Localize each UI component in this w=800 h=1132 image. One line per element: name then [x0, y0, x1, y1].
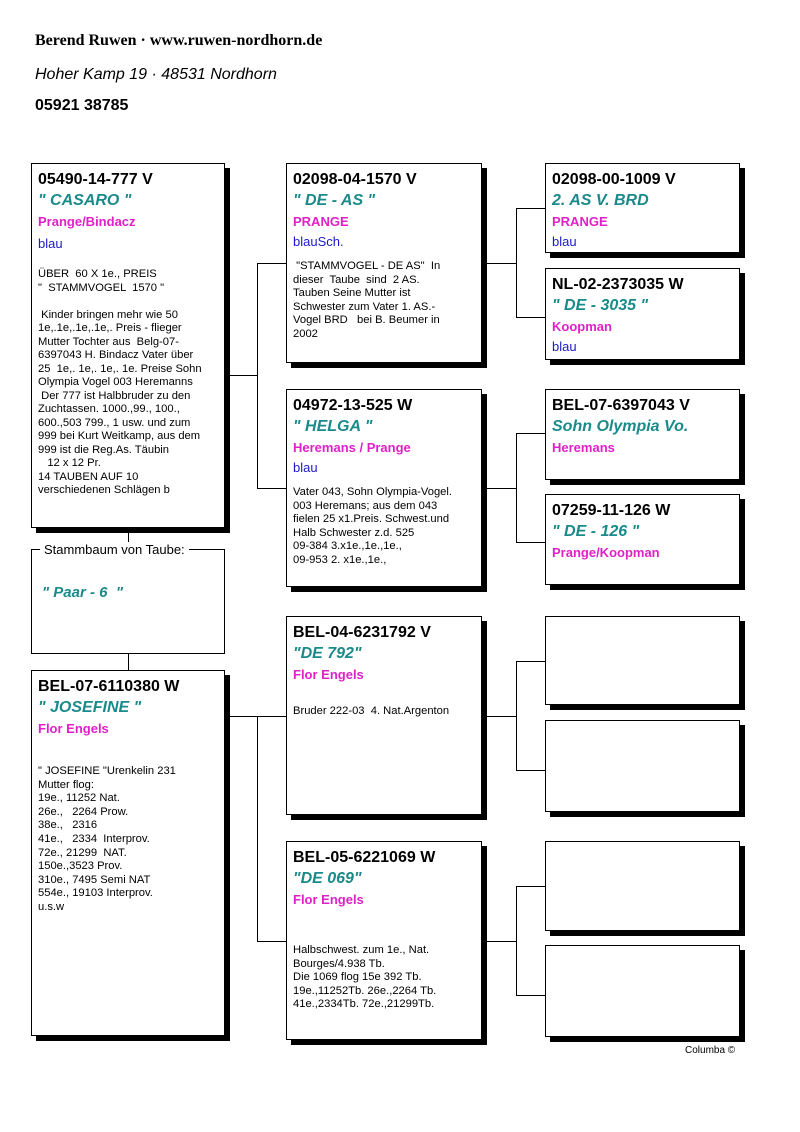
sire-dam-ring-number: 04972-13-525 W	[293, 397, 413, 414]
sd-sire-name: Sohn Olympia Vo.	[552, 418, 689, 435]
connector	[516, 433, 517, 542]
connector	[516, 886, 545, 887]
dd-dam-card	[545, 945, 740, 1037]
dam-sire-name: "DE 792"	[293, 645, 362, 662]
dam-dam-name: "DE 069"	[293, 870, 362, 887]
connector	[257, 488, 286, 489]
connector	[257, 263, 258, 488]
ss-sire-card	[545, 163, 740, 253]
ds-sire-card	[545, 616, 740, 705]
footer-credit: Columba ©	[685, 1045, 736, 1056]
dam-card	[31, 670, 225, 1036]
sire-dam-card	[286, 389, 482, 587]
sire-sire-name: " DE - AS "	[293, 192, 376, 209]
connector	[257, 716, 286, 717]
connector	[128, 654, 129, 670]
breeder-name-website: Berend Ruwen · www.ruwen-nordhorn.de	[35, 32, 323, 49]
sd-sire-card	[545, 389, 740, 480]
connector	[482, 716, 516, 717]
dam-sire-breeder: Flor Engels	[293, 667, 364, 682]
sire-sire-card	[286, 163, 482, 363]
dam-sire-card	[286, 616, 482, 815]
dam-ring-number: BEL-07-6110380 W	[38, 678, 180, 695]
connector	[482, 488, 516, 489]
connector	[482, 263, 516, 264]
dam-name: " JOSEFINE "	[38, 699, 142, 716]
connector	[516, 317, 545, 318]
sire-card	[31, 163, 225, 528]
sire-ring-number: 05490-14-777 V	[38, 171, 153, 188]
connector	[516, 433, 545, 434]
sire-dam-note: Vater 043, Sohn Olympia-Vogel. 003 Heremans; aus dem 043 fielen 25 x1.Preis. Schwest.und Halb Schwester z.d. 525 09-384 3.x1e.,1e.,1e., 09-953 2. x1e.,1e.,	[293, 486, 452, 566]
dam-breeder: Flor Engels	[38, 721, 109, 736]
sire-dam-name: " HELGA "	[293, 418, 373, 435]
connector	[516, 542, 545, 543]
connector	[516, 661, 545, 662]
sire-sire-ring-number: 02098-04-1570 V	[293, 171, 417, 188]
sire-note: ÜBER 60 X 1e., PREIS " STAMMVOGEL 1570 " Kinder bringen mehr wie 50 1e,.1e,.1e,.1e,. Preis - flieger Mutter Tochter aus Belg-07- 6397043 H. Bindacz Vater über 25 1e,. 1e,. 1e,. 1e. Preise Sohn Olympia Vogel 003 Heremanns Der 777 ist Halbbruder zu den Zuchtassen. 1000.,99., 100., 600.,503 799., 1 usw. und zum 999 bei Kurt Weitkamp, aus dem 999 ist die Reg.As. Täubin 12 x 12 Pr. 14 TAUBEN AUF 10 verschiedenen Schlägen b	[38, 268, 202, 496]
dam-dam-card	[286, 841, 482, 1040]
breeder-address: Hoher Kamp 19 · 48531 Nordhorn	[35, 66, 277, 83]
ss-sire-name: 2. AS V. BRD	[552, 192, 649, 209]
sire-sire-note: "STAMMVOGEL - DE AS" In dieser Taube sind 2 AS. Tauben Seine Mutter ist Schwester zum Vater 1. AS.- Vogel BRD bei B. Beumer in 2002	[293, 260, 441, 340]
connector	[516, 886, 517, 995]
connector	[516, 995, 545, 996]
connector	[225, 375, 257, 376]
breeder-phone: 05921 38785	[35, 97, 129, 114]
sd-dam-ring-number: 07259-11-126 W	[552, 502, 671, 519]
sire-dam-color: blau	[293, 460, 318, 475]
dam-dam-ring-number: BEL-05-6221069 W	[293, 849, 436, 866]
ss-sire-breeder: PRANGE	[552, 214, 608, 229]
connector	[516, 770, 545, 771]
dam-dam-breeder: Flor Engels	[293, 892, 364, 907]
ss-dam-breeder: Koopman	[552, 319, 612, 334]
sire-sire-breeder: PRANGE	[293, 214, 349, 229]
ss-sire-color: blau	[552, 234, 577, 249]
ss-sire-ring-number: 02098-00-1009 V	[552, 171, 676, 188]
sire-dam-breeder: Heremans / Prange	[293, 440, 411, 455]
connector	[516, 208, 545, 209]
connector	[257, 716, 258, 941]
pair-name: " Paar - 6 "	[42, 584, 123, 601]
ss-dam-name: " DE - 3035 "	[552, 297, 649, 314]
dam-note: " JOSEFINE "Urenkelin 231 Mutter flog: 19e., 11252 Nat. 26e., 2264 Prow. 38e., 2316 41e., 2334 Interprov. 72e., 21299 NAT. 150e.,3523 Prov. 310e., 7495 Semi NAT 554e., 19103 Interprov. u.s.w	[38, 765, 176, 913]
ds-dam-card	[545, 720, 740, 812]
connector	[257, 941, 286, 942]
dd-sire-card	[545, 841, 740, 931]
pedigree-subject-box	[31, 549, 225, 654]
dam-sire-ring-number: BEL-04-6231792 V	[293, 624, 431, 641]
sd-dam-card	[545, 494, 740, 585]
sd-sire-ring-number: BEL-07-6397043 V	[552, 397, 690, 414]
ss-dam-ring-number: NL-02-2373035 W	[552, 276, 684, 293]
dam-dam-note: Halbschwest. zum 1e., Nat. Bourges/4.938 Tb. Die 1069 flog 15e 392 Tb. 19e.,11252Tb. 26e.,2264 Tb. 41e.,2334Tb. 72e.,21299Tb.	[293, 944, 437, 1011]
connector	[257, 263, 286, 264]
sd-dam-name: " DE - 126 "	[552, 523, 640, 540]
ss-dam-card	[545, 268, 740, 360]
connector	[516, 208, 517, 317]
pedigree-label: Stammbaum von Taube:	[40, 542, 189, 557]
sire-color: blau	[38, 236, 63, 251]
sd-dam-breeder: Prange/Koopman	[552, 545, 660, 560]
sd-sire-breeder: Heremans	[552, 440, 615, 455]
sire-sire-color: blauSch.	[293, 234, 344, 249]
dam-sire-note: Bruder 222-03 4. Nat.Argenton	[293, 705, 450, 717]
connector	[225, 716, 257, 717]
connector	[482, 941, 516, 942]
sire-name: " CASARO "	[38, 192, 132, 209]
sire-breeder: Prange/Bindacz	[38, 214, 136, 229]
connector	[516, 661, 517, 770]
ss-dam-color: blau	[552, 339, 577, 354]
